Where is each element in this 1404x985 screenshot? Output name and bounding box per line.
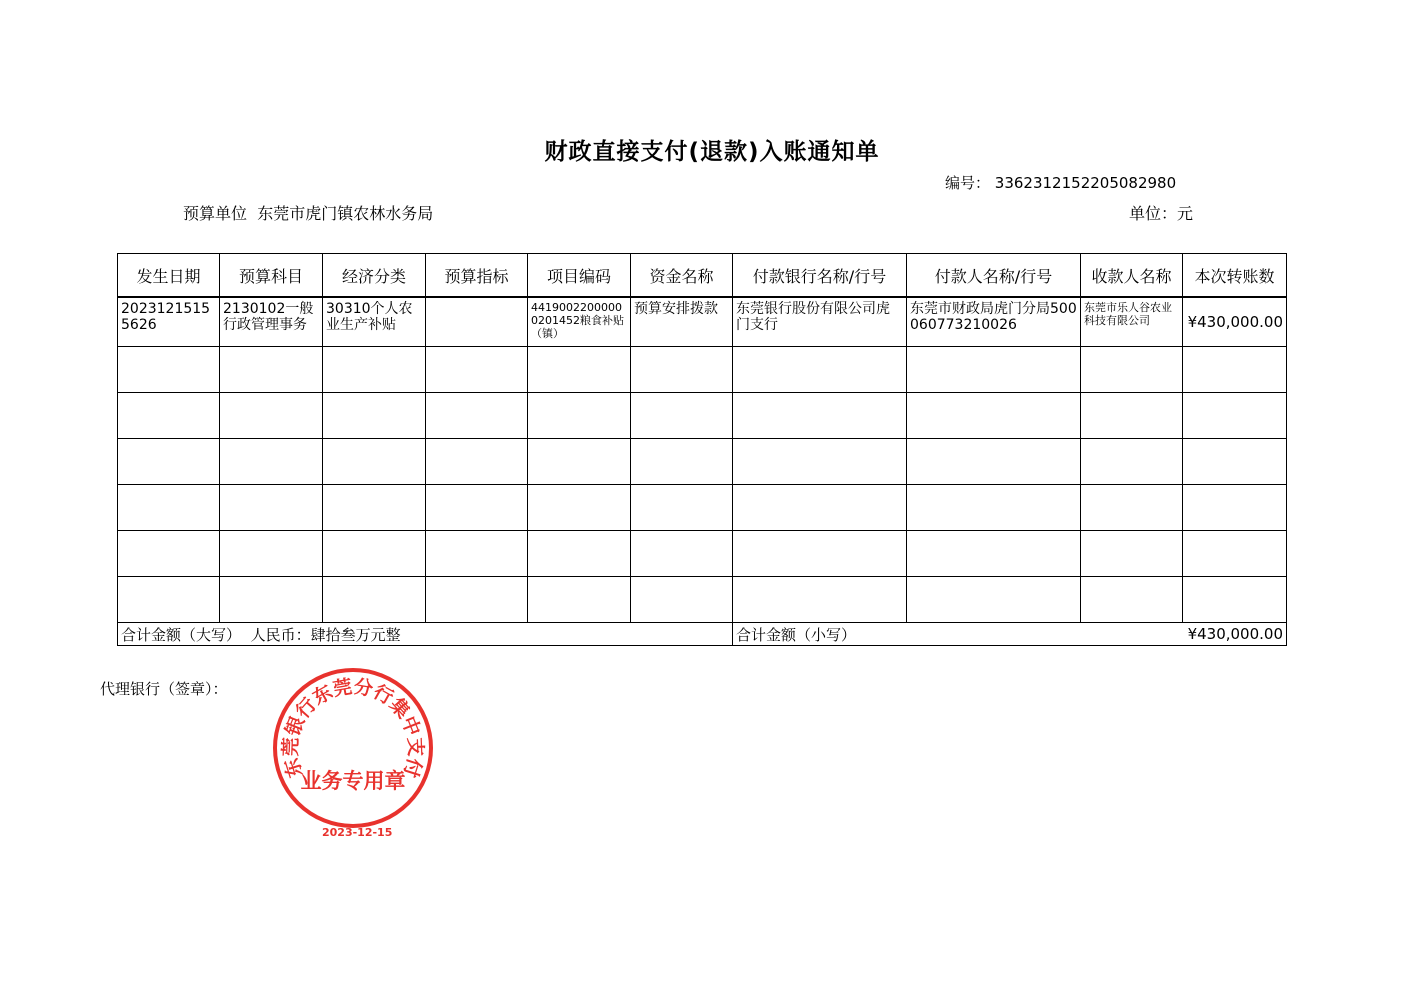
header-amount: 本次转账数: [1183, 254, 1287, 298]
cell-economic-class: 30310个人农业生产补贴: [323, 297, 426, 347]
header-economic-class: 经济分类: [323, 254, 426, 298]
currency-unit-value: 元: [1177, 204, 1194, 223]
budget-unit-label: 预算单位: [183, 204, 248, 223]
cell-payee: 东莞市乐人谷农业科技有限公司: [1081, 297, 1183, 347]
total-lower-value: ¥430,000.00: [1081, 623, 1287, 646]
seal-ring-text: 东莞银行东莞分行集中支付: [279, 675, 427, 781]
table-header-row: [118, 254, 1287, 298]
official-seal: [271, 666, 435, 830]
header-date: 发生日期: [118, 254, 220, 298]
page-title: 财政直接支付(退款)入账通知单: [544, 139, 880, 165]
empty-row: [118, 439, 1287, 485]
header-payer: 付款人名称/行号: [907, 254, 1081, 298]
totals-row: [118, 623, 1287, 646]
seal-center-text: 业务专用章: [300, 768, 406, 793]
empty-row: [118, 577, 1287, 623]
cell-amount: ¥430,000.00: [1183, 297, 1287, 347]
budget-unit: [183, 201, 433, 224]
cell-payer: 东莞市财政局虎门分局500060773210026: [907, 297, 1081, 347]
header-budget-indicator: 预算指标: [426, 254, 528, 298]
document-number-label: 编号：: [945, 174, 991, 192]
empty-row: [118, 485, 1287, 531]
header-project-code: 项目编码: [528, 254, 631, 298]
agent-bank-signature-label: 代理银行（签章）：: [100, 680, 228, 698]
empty-row: [118, 347, 1287, 393]
total-upper-value: 人民币：肆拾叁万元整: [250, 625, 401, 644]
table-row: [118, 297, 1287, 347]
currency-unit-label: 单位：: [1129, 204, 1178, 223]
total-upper-label: 合计金额（大写）: [121, 625, 242, 644]
header-payer-bank: 付款银行名称/行号: [733, 254, 907, 298]
cell-budget-indicator: [426, 297, 528, 347]
cell-fund-name: 预算安排拨款: [631, 297, 733, 347]
payment-table: [117, 253, 1287, 646]
cell-project-code: 44190022000000201452粮食补贴（镇）: [528, 297, 631, 347]
total-lower-label: 合计金额（小写）: [733, 623, 1081, 646]
currency-unit: [1129, 201, 1193, 224]
header-payee: 收款人名称: [1081, 254, 1183, 298]
cell-budget-subject: 2130102一般行政管理事务: [220, 297, 323, 347]
empty-row: [118, 393, 1287, 439]
header-budget-subject: 预算科目: [220, 254, 323, 298]
document-number-value: 3362312152205082980: [994, 174, 1177, 192]
cell-date: 20231215155626: [118, 297, 220, 347]
cell-payer-bank: 东莞银行股份有限公司虎门支行: [733, 297, 907, 347]
seal-date: 2023-12-15: [322, 826, 393, 839]
budget-unit-value: 东莞市虎门镇农林水务局: [257, 204, 434, 223]
document-number: [945, 172, 1176, 193]
empty-row: [118, 531, 1287, 577]
total-upper: [118, 623, 733, 646]
header-fund-name: 资金名称: [631, 254, 733, 298]
